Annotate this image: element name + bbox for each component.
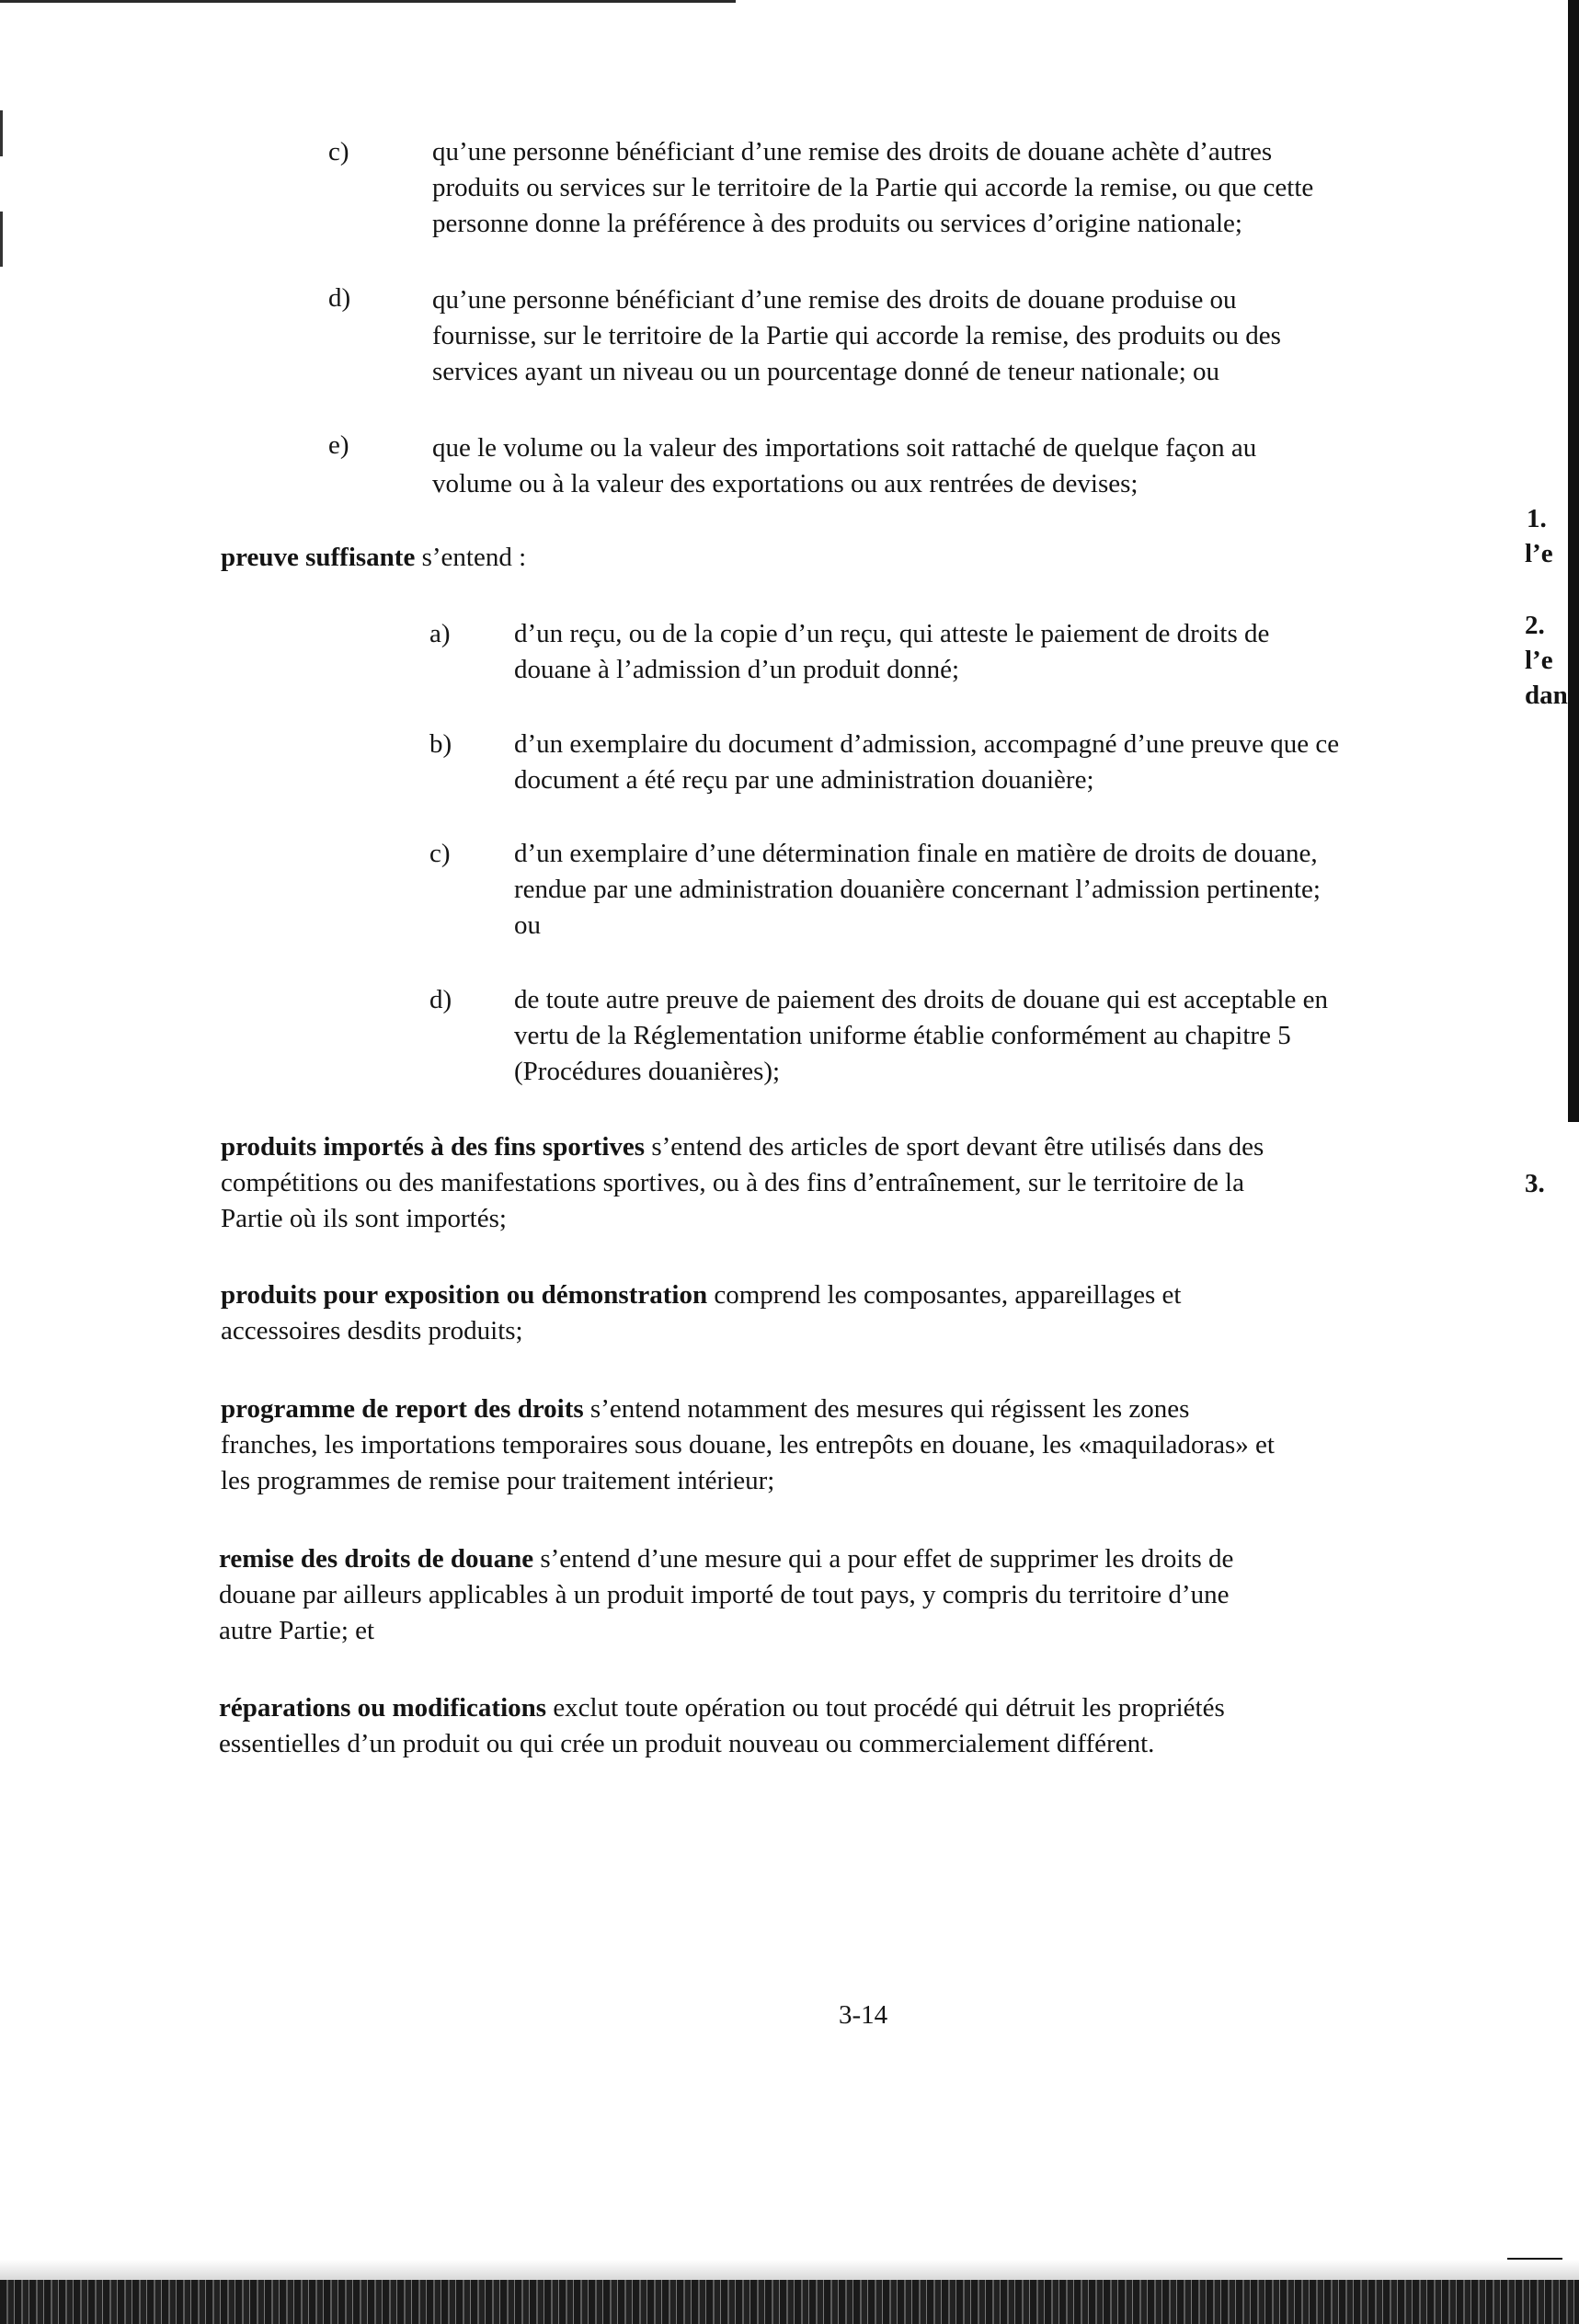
scan-top-rule	[0, 0, 736, 3]
definition-line: les programmes de remise pour traitement intérieur;	[221, 1466, 775, 1495]
definition-term: preuve suffisante	[221, 543, 416, 572]
scan-left-mark	[0, 212, 3, 267]
definition-term: réparations ou modifications	[219, 1693, 547, 1723]
margin-number: 1.	[1527, 504, 1547, 533]
definition-preuve	[221, 540, 526, 576]
margin-fragment: dan	[1525, 681, 1568, 710]
definition-text: comprend les composantes, appareillages et	[707, 1280, 1182, 1310]
item-line: rendue par une administration douanière concernant l’admission pertinente;	[514, 875, 1321, 904]
item-line: que le volume ou la valeur des importations soit rattaché de quelque façon au	[432, 433, 1257, 463]
item-line: personne donne la préférence à des produits ou services d’origine nationale;	[432, 209, 1242, 238]
definition-line	[221, 1277, 1181, 1313]
scan-right-edge	[1568, 0, 1579, 1122]
item-line: douane à l’admission d’un produit donné;	[514, 655, 960, 684]
scan-left-mark	[0, 110, 3, 156]
definition-term: produits pour exposition ou démonstration	[221, 1280, 708, 1310]
definition-text: s’entend :	[415, 543, 527, 572]
definition-term: programme de report des droits	[221, 1394, 584, 1424]
definition-line	[219, 1541, 1233, 1577]
definition-line: autre Partie; et	[219, 1616, 375, 1645]
item-line: d’un reçu, ou de la copie d’un reçu, qui atteste le paiement de droits de	[514, 619, 1270, 648]
definition-line: franches, les importations temporaires sous douane, les entrepôts en douane, les «maquiladoras» et	[221, 1430, 1275, 1460]
definition-line	[221, 1391, 1189, 1427]
scan-bottom-shadow	[0, 2260, 1579, 2280]
definition-line: Partie où ils sont importés;	[221, 1204, 507, 1233]
definition-line: douane par ailleurs applicables à un produit importé de tout pays, y compris du territoire d’une	[219, 1580, 1230, 1609]
item-label: e)	[328, 430, 349, 460]
scan-bottom-band	[0, 2280, 1579, 2324]
definition-line: compétitions ou des manifestations sportives, ou à des fins d’entraînement, sur le territoire de la	[221, 1168, 1244, 1197]
item-line: (Procédures douanières);	[514, 1057, 781, 1086]
item-line: qu’une personne bénéficiant d’une remise des droits de douane achète d’autres	[432, 137, 1273, 166]
definition-text: exclut toute opération ou tout procédé qui détruit les propriétés	[546, 1693, 1225, 1723]
item-label: b)	[429, 729, 452, 759]
definition-term: remise des droits de douane	[219, 1544, 534, 1574]
definition-line	[219, 1690, 1225, 1726]
item-label: c)	[429, 839, 451, 868]
definition-line: essentielles d’un produit ou qui crée un produit nouveau ou commercialement différent.	[219, 1729, 1155, 1758]
item-line: d’un exemplaire d’une détermination finale en matière de droits de douane,	[514, 839, 1318, 868]
item-label: a)	[429, 619, 451, 648]
item-line: de toute autre preuve de paiement des droits de douane qui est acceptable en	[514, 985, 1328, 1014]
margin-fragment: l’e	[1525, 646, 1553, 675]
margin-number: 3.	[1525, 1169, 1545, 1198]
definition-text: s’entend d’une mesure qui a pour effet de supprimer les droits de	[533, 1544, 1234, 1574]
item-label: c)	[328, 137, 349, 166]
margin-number: 2.	[1525, 611, 1545, 640]
item-line: qu’une personne bénéficiant d’une remise des droits de douane produise ou	[432, 285, 1237, 315]
item-line: ou	[514, 910, 541, 940]
definition-line: accessoires desdits produits;	[221, 1316, 523, 1345]
item-line: volume ou à la valeur des exportations ou aux rentrées de devises;	[432, 469, 1138, 498]
definition-text: s’entend des articles de sport devant être utilisés dans des	[645, 1132, 1264, 1162]
margin-fragment: l’e	[1525, 539, 1553, 568]
item-line: document a été reçu par une administration douanière;	[514, 765, 1094, 795]
page-number: 3-14	[839, 2000, 888, 2030]
item-line: vertu de la Réglementation uniforme établie conformément au chapitre 5	[514, 1021, 1291, 1050]
definition-term: produits importés à des fins sportives	[221, 1132, 646, 1162]
item-line: fournisse, sur le territoire de la Partie qui accorde la remise, des produits ou des	[432, 321, 1281, 350]
item-label: d)	[429, 985, 452, 1014]
item-line: d’un exemplaire du document d’admission, accompagné d’une preuve que ce	[514, 729, 1340, 759]
definition-line	[221, 1129, 1264, 1165]
item-line: produits ou services sur le territoire de la Partie qui accorde la remise, ou que cette	[432, 173, 1314, 202]
item-line: services ayant un niveau ou un pourcentage donné de teneur nationale; ou	[432, 357, 1219, 386]
item-label: d)	[328, 283, 351, 313]
definition-text: s’entend notamment des mesures qui régissent les zones	[583, 1394, 1190, 1424]
